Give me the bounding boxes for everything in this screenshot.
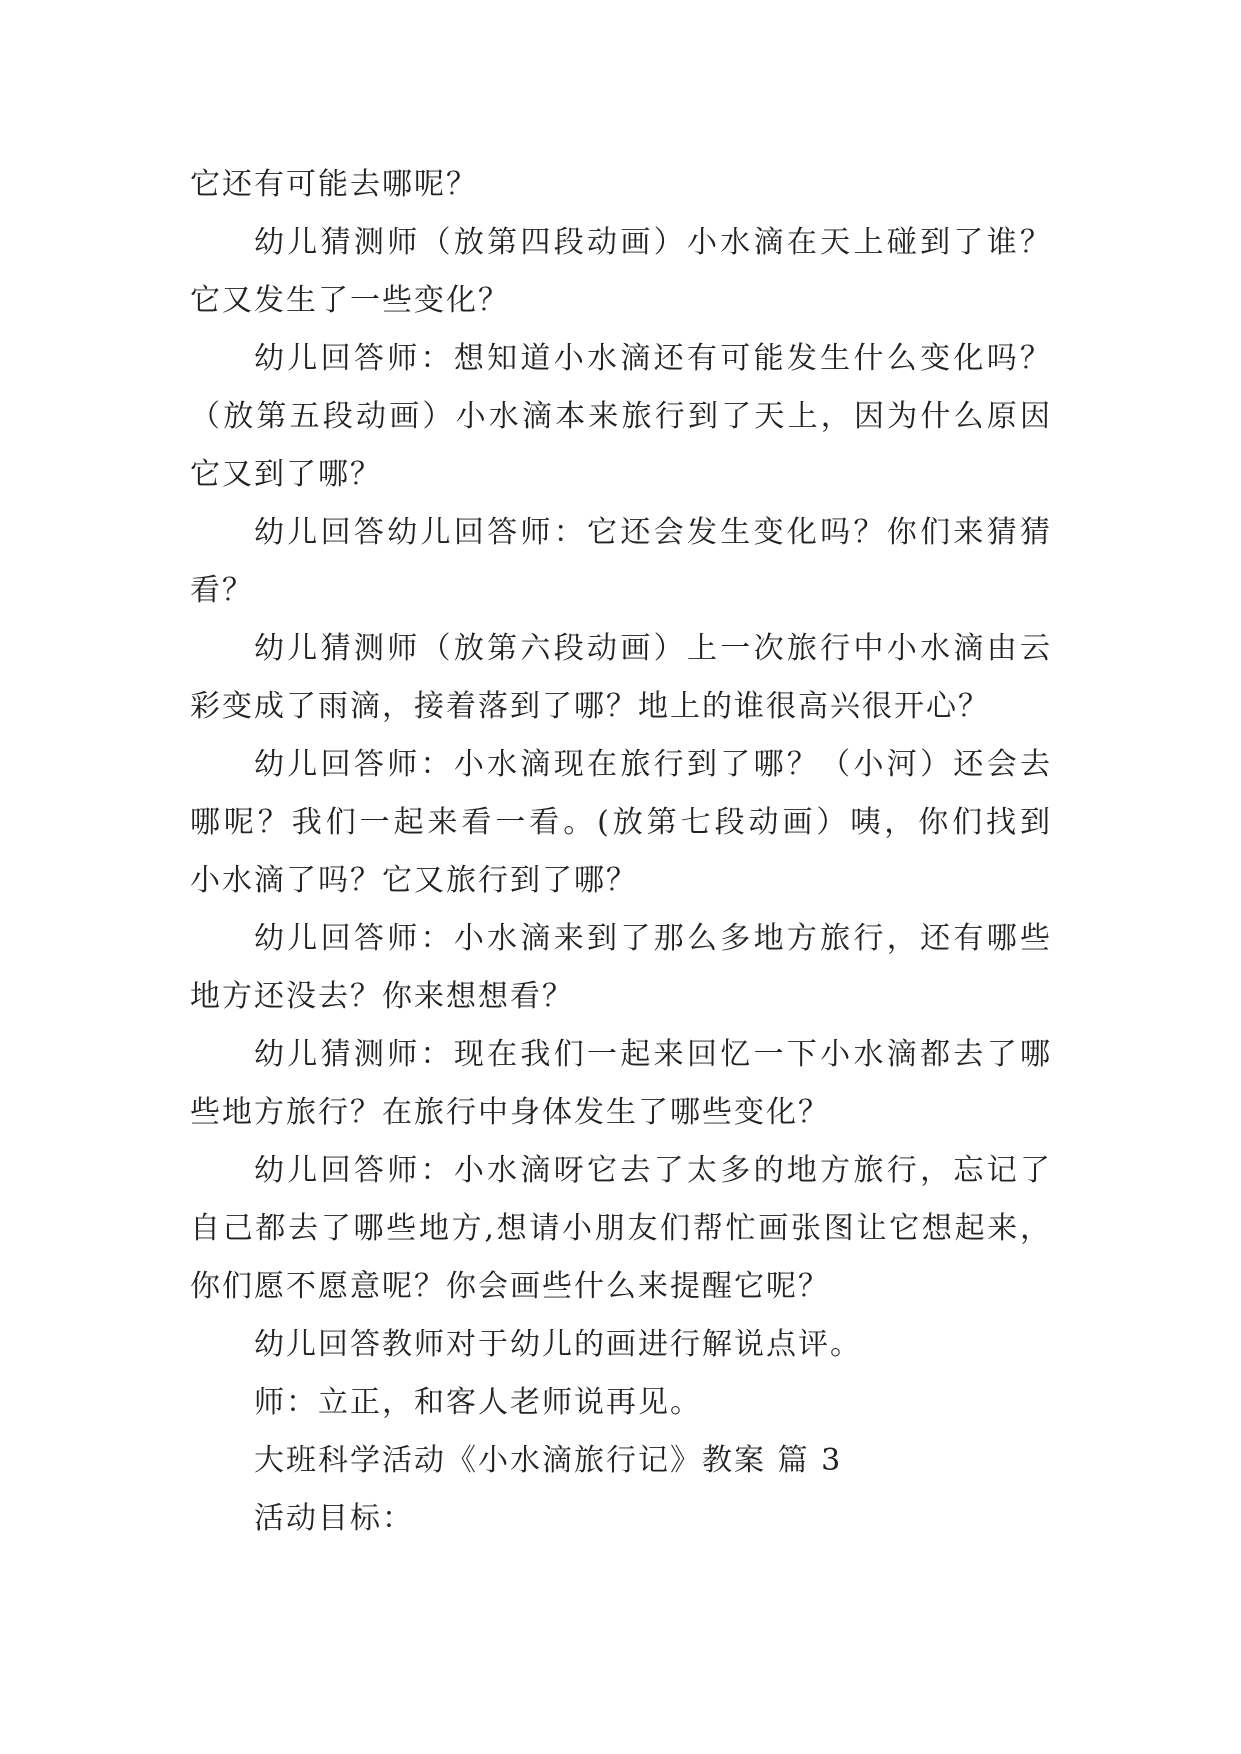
text-line: 幼儿回答师：小水滴现在旅行到了哪？（小河）还会去 xyxy=(254,747,1052,782)
text-line: 小水滴了吗？它又旅行到了哪？ xyxy=(190,863,638,898)
body-text xyxy=(190,156,1052,1548)
text-line: 幼儿猜测师（放第六段动画）上一次旅行中小水滴由云 xyxy=(254,631,1052,666)
text-line: （放第五段动画）小水滴本来旅行到了天上，因为什么原因 xyxy=(190,399,1052,434)
text-line: 自己都去了哪些地方,想请小朋友们帮忙画张图让它想起来， xyxy=(190,1211,1052,1246)
text-line: 它又发生了一些变化？ xyxy=(190,283,510,318)
text-line: 它还有可能去哪呢？ xyxy=(190,167,478,202)
text-line: 幼儿回答师：小水滴呀它去了太多的地方旅行，忘记了 xyxy=(254,1153,1052,1188)
text-line: 彩变成了雨滴，接着落到了哪？地上的谁很高兴很开心？ xyxy=(190,689,990,724)
text-line: 看？ xyxy=(190,573,254,608)
text-line: 幼儿回答教师对于幼儿的画进行解说点评。 xyxy=(254,1327,862,1362)
text-line: 幼儿回答幼儿回答师：它还会发生变化吗？你们来猜猜 xyxy=(254,515,1052,550)
text-line: 哪呢？我们一起来看一看。(放第七段动画）咦，你们找到 xyxy=(190,805,1052,840)
text-line: 幼儿猜测师：现在我们一起来回忆一下小水滴都去了哪 xyxy=(254,1037,1052,1072)
text-line: 幼儿猜测师（放第四段动画）小水滴在天上碰到了谁？ xyxy=(254,225,1052,260)
text-line: 地方还没去？你来想想看？ xyxy=(190,979,574,1014)
text-line: 幼儿回答师：想知道小水滴还有可能发生什么变化吗？ xyxy=(254,341,1052,376)
section-heading: 大班科学活动《小水滴旅行记》教案 篇 3 xyxy=(254,1443,843,1478)
text-line: 你们愿不愿意呢？你会画些什么来提醒它呢？ xyxy=(190,1269,830,1304)
text-line: 幼儿回答师：小水滴来到了那么多地方旅行，还有哪些 xyxy=(254,921,1052,956)
text-line: 师：立正，和客人老师说再见。 xyxy=(254,1385,702,1420)
activity-goals-heading: 活动目标： xyxy=(254,1501,414,1536)
text-line: 它又到了哪？ xyxy=(190,457,382,492)
text-line: 些地方旅行？在旅行中身体发生了哪些变化？ xyxy=(190,1095,830,1130)
